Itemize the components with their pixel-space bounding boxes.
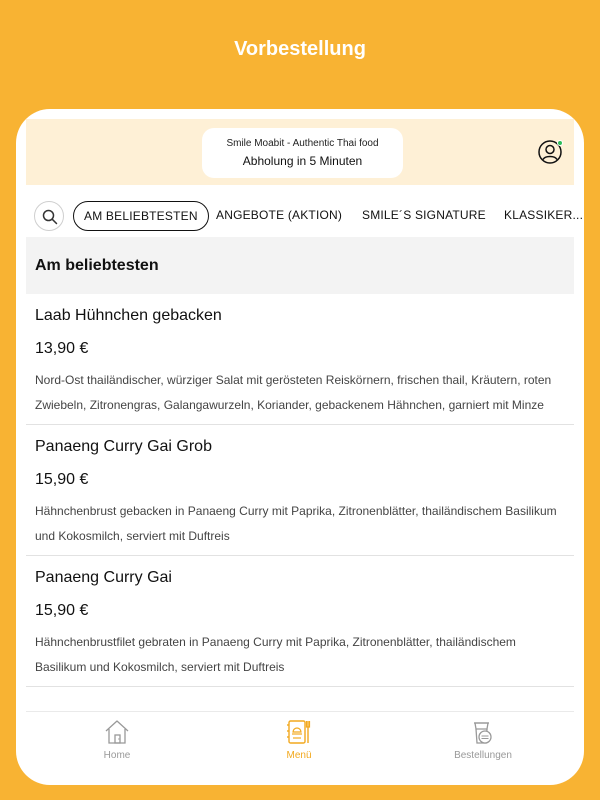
item-price: 13,90 € xyxy=(35,340,89,357)
item-price: 15,90 € xyxy=(35,602,89,619)
online-status-dot xyxy=(557,140,563,146)
menu-book-icon xyxy=(285,718,313,746)
menu-item[interactable] xyxy=(26,425,574,556)
app-card xyxy=(16,109,584,785)
nav-orders-label: Bestellungen xyxy=(454,750,512,761)
bottom-navigation xyxy=(26,711,574,775)
store-header xyxy=(26,119,574,185)
home-icon xyxy=(103,718,131,746)
tab-klassiker[interactable]: KLASSIKER... xyxy=(504,208,584,222)
tab-smiles-signature[interactable]: SMILE´S SIGNATURE xyxy=(362,208,486,222)
search-button[interactable] xyxy=(34,201,64,231)
profile-button[interactable] xyxy=(537,139,563,165)
search-icon xyxy=(42,209,58,225)
item-name: Panaeng Curry Gai xyxy=(35,569,172,586)
menu-list[interactable] xyxy=(26,237,574,711)
nav-home-label: Home xyxy=(103,750,131,761)
pickup-time: Abholung in 5 Minuten xyxy=(242,154,363,168)
nav-home[interactable] xyxy=(26,712,208,776)
menu-item[interactable] xyxy=(26,294,574,425)
store-name: Smile Moabit - Authentic Thai food xyxy=(226,138,379,149)
item-description: Nord-Ost thailändischer, würziger Salat mit gerösteten Reiskörnern, frischen thail, Kräutern, roten Zwiebeln, Zitronengras, Galangawurzeln, Koriander, gebackenem Hähnchen, garniert mit Minze xyxy=(35,373,552,412)
item-price: 15,90 € xyxy=(35,471,89,488)
item-name: Panaeng Curry Gai Grob xyxy=(35,438,212,455)
takeaway-cup-icon xyxy=(469,718,497,746)
section-title: Am beliebtesten xyxy=(26,237,574,294)
nav-menu[interactable] xyxy=(208,712,390,776)
menu-item[interactable] xyxy=(26,556,574,687)
nav-orders[interactable] xyxy=(392,712,574,776)
tab-am-beliebtesten[interactable]: AM BELIEBTESTEN xyxy=(73,201,209,231)
item-description: Hähnchenbrust gebacken in Panaeng Curry mit Paprika, Zitronenblätter, thailändischem Basilikum und Kokosmilch, serviert mit Duftreis xyxy=(35,504,557,543)
nav-menu-label: Menü xyxy=(286,750,312,761)
item-description: Hähnchenbrustfilet gebraten in Panaeng Curry mit Paprika, Zitronenblätter, thailändischem Basilikum und Kokosmilch, serviert mit Duftreis xyxy=(35,635,516,674)
item-name: Laab Hühnchen gebacken xyxy=(35,307,222,324)
store-pickup-selector[interactable] xyxy=(202,128,403,178)
category-tabs xyxy=(26,185,584,237)
page-title: Vorbestellung xyxy=(234,38,366,60)
tab-angebote[interactable]: ANGEBOTE (AKTION) xyxy=(216,208,343,222)
app-content xyxy=(26,119,584,775)
